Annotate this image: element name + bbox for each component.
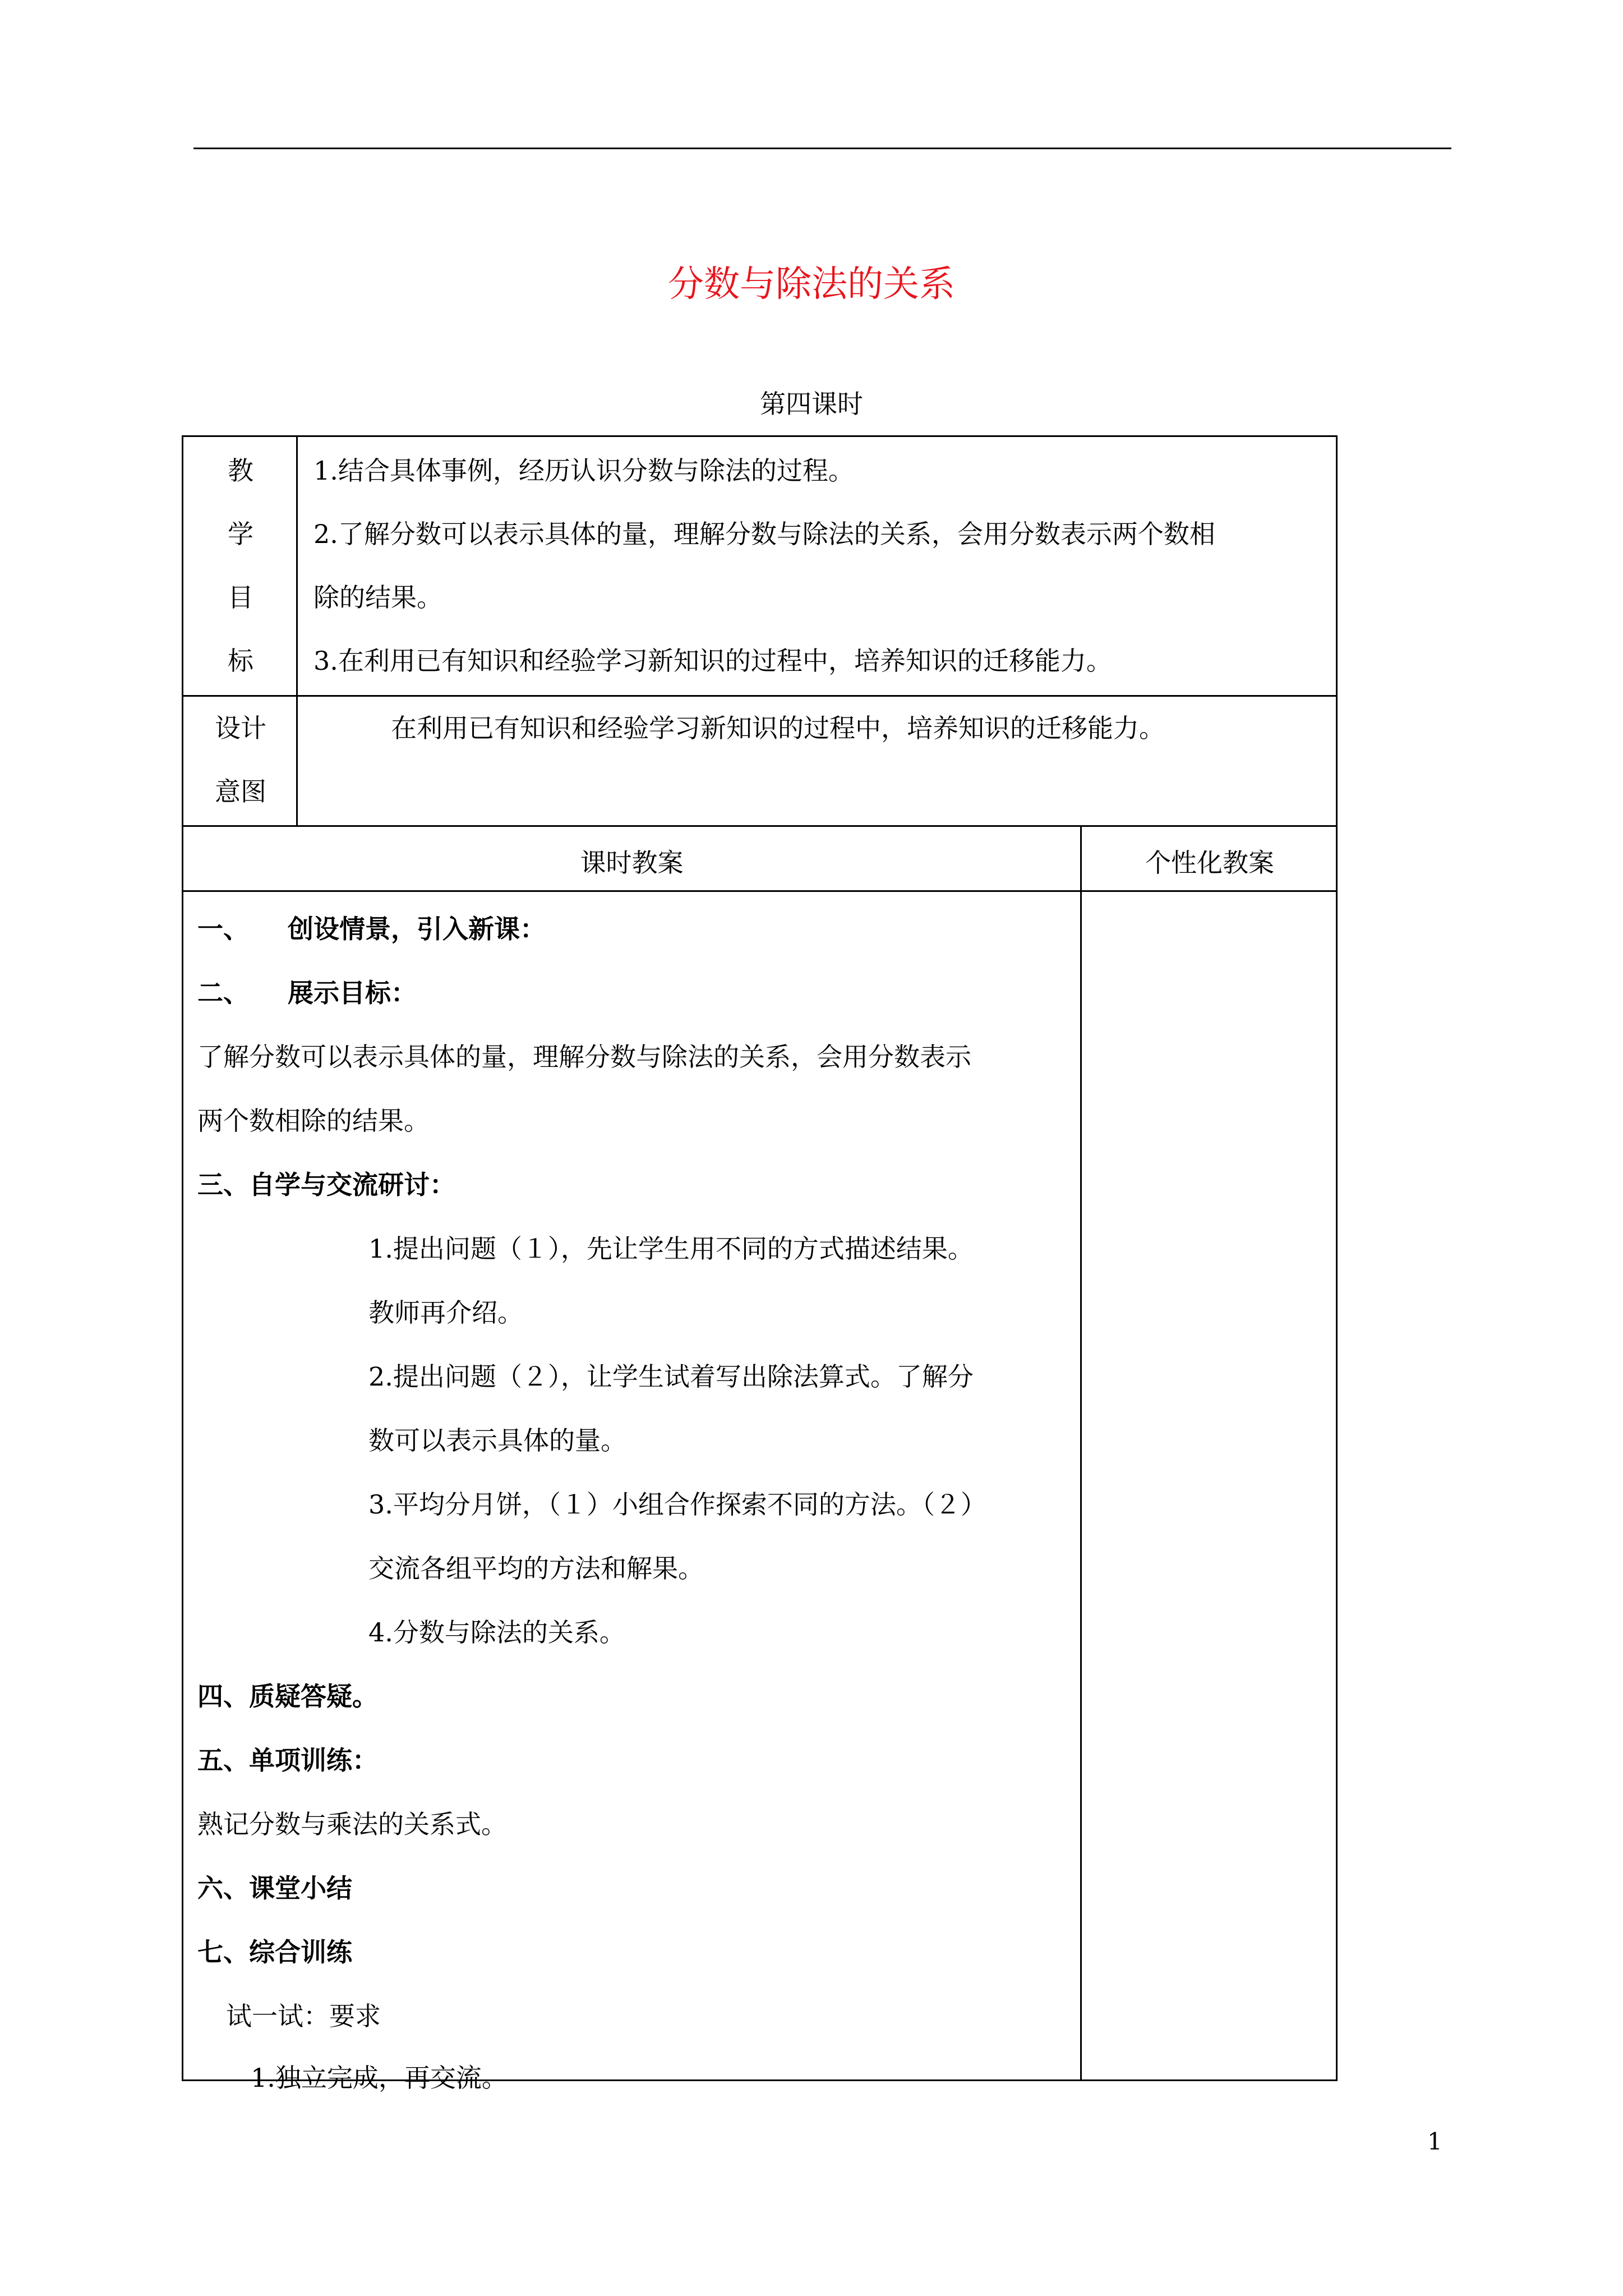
- header-rule: [193, 148, 1451, 149]
- list-item: 教师再介绍。: [368, 1297, 523, 1328]
- lesson-plan-header: 课时教案: [580, 848, 684, 878]
- lesson-plan-table: [182, 435, 1338, 2093]
- design-label-line: 设计: [215, 713, 266, 743]
- objectives-label-char: 标: [228, 646, 253, 676]
- objectives-row: [183, 437, 1336, 697]
- objective-line: 2.了解分数可以表示具体的量，理解分数与除法的关系，会用分数表示两个数相: [313, 519, 1215, 549]
- lesson-period: 第四课时: [760, 389, 863, 419]
- objectives-label-char: 教: [228, 455, 253, 486]
- list-item: 1.独立完成，再交流。: [251, 2063, 508, 2093]
- section-heading: 五、单项训练：: [197, 1745, 378, 1775]
- objectives-label-cell: [183, 437, 298, 695]
- design-label-cell: [183, 697, 298, 825]
- list-item: 数可以表示具体的量。: [368, 1425, 626, 1456]
- design-intent-text: 在利用已有知识和经验学习新知识的过程中，培养知识的迁移能力。: [391, 713, 1165, 743]
- list-item: 3.平均分月饼，（１）小组合作探索不同的方法。（２）: [368, 1489, 986, 1520]
- objectives-label-char: 目: [228, 582, 253, 613]
- section-heading: 三、自学与交流研讨：: [197, 1170, 455, 1200]
- lesson-body-row: [183, 892, 1336, 2093]
- objective-line: 1.结合具体事例，经历认识分数与除法的过程。: [313, 455, 854, 486]
- objectives-label-char: 学: [228, 519, 253, 549]
- body-text: 试一试：要求: [226, 2001, 381, 2031]
- column-divider: [1080, 892, 1082, 2079]
- design-label-line: 意图: [215, 776, 266, 807]
- list-item: 1.提出问题（１），先让学生用不同的方式描述结果。: [368, 1234, 974, 1264]
- column-header-row: [183, 827, 1336, 892]
- objective-line: 除的结果。: [313, 582, 442, 613]
- body-text: 两个数相除的结果。: [197, 1106, 430, 1136]
- list-item: 4.分数与除法的关系。: [368, 1617, 625, 1648]
- section-heading: 二、 展示目标：: [197, 978, 417, 1008]
- personal-plan-header: 个性化教案: [1145, 848, 1274, 878]
- page-title: 分数与除法的关系: [668, 264, 955, 305]
- body-text: 了解分数可以表示具体的量，理解分数与除法的关系，会用分数表示: [197, 1042, 971, 1072]
- section-heading: 六、课堂小结: [197, 1873, 352, 1903]
- list-item: 2.提出问题（２），让学生试着写出除法算式。了解分: [368, 1361, 974, 1392]
- section-heading: 四、质疑答疑。: [197, 1681, 378, 1711]
- section-heading: 一、 创设情景，引入新课：: [197, 914, 546, 944]
- section-heading: 七、综合训练: [197, 1937, 352, 1967]
- page-number: 1: [1427, 2128, 1442, 2155]
- list-item: 交流各组平均的方法和解果。: [368, 1553, 704, 1584]
- design-intent-row: [183, 697, 1336, 827]
- objective-line: 3.在利用已有知识和经验学习新知识的过程中，培养知识的迁移能力。: [313, 646, 1112, 676]
- body-text: 熟记分数与乘法的关系式。: [197, 1809, 507, 1839]
